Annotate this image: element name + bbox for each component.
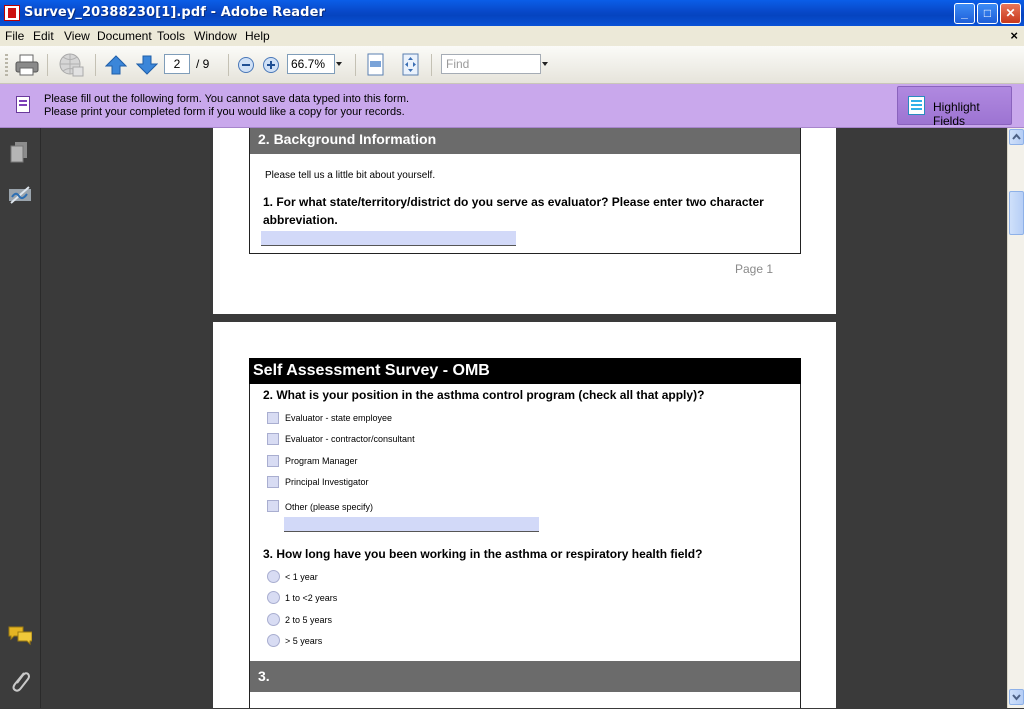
radio-less-than-1-year[interactable] xyxy=(267,570,280,583)
chevron-down-icon[interactable] xyxy=(542,62,548,66)
page-number-label: Page 1 xyxy=(735,262,774,276)
form-notice-bar xyxy=(0,84,1024,128)
highlight-fields-button[interactable] xyxy=(897,86,1012,128)
window-title: Survey_20388230[1].pdf - Adobe Reader xyxy=(24,5,326,20)
question-3: 3. How long have you been working in the asthma or respiratory health field? xyxy=(263,547,703,561)
document-viewport[interactable] xyxy=(41,128,1007,708)
option-other: Other (please specify) xyxy=(285,502,374,512)
checkbox-evaluator-contractor[interactable] xyxy=(267,433,279,445)
scroll-down-button[interactable] xyxy=(1009,689,1024,705)
close-document-button[interactable]: × xyxy=(1010,28,1018,43)
checkbox-other[interactable] xyxy=(267,500,279,512)
chevron-up-icon xyxy=(1010,130,1023,144)
comments-icon[interactable] xyxy=(8,625,32,649)
page-total: / 9 xyxy=(196,57,210,71)
question-1-line-2: abbreviation. xyxy=(263,213,338,227)
pdf-page-1 xyxy=(213,128,836,314)
pdf-page-2 xyxy=(213,322,836,708)
signature-icon[interactable] xyxy=(8,184,32,208)
notice-line-2: Please print your completed form if you would like a copy for your records. xyxy=(44,106,405,118)
option-principal-investigator: Principal Investigator xyxy=(285,477,369,487)
zoom-in-icon[interactable] xyxy=(262,56,280,74)
toolbar-grip[interactable] xyxy=(5,54,8,76)
survey-header: Self Assessment Survey - OMB xyxy=(249,358,801,384)
title-bar xyxy=(0,0,1024,26)
option-more-than-5-years: > 5 years xyxy=(285,636,323,646)
chevron-down-icon[interactable] xyxy=(336,62,342,66)
notice-line-1: Please fill out the following form. You cannot save data typed into this form. xyxy=(44,93,410,105)
menu-view[interactable]: View xyxy=(64,29,90,43)
option-less-than-1-year: < 1 year xyxy=(285,572,318,582)
toolbar xyxy=(0,46,1024,84)
menu-tools[interactable]: Tools xyxy=(157,29,186,43)
fit-width-icon[interactable] xyxy=(366,53,386,77)
vertical-scrollbar[interactable] xyxy=(1007,128,1024,708)
option-1-to-2-years: 1 to <2 years xyxy=(285,593,338,603)
toolbar-separator xyxy=(95,54,96,76)
printer-icon[interactable] xyxy=(14,53,40,77)
menu-document[interactable]: Document xyxy=(97,29,152,43)
toolbar-separator xyxy=(228,54,229,76)
close-button[interactable]: ✕ xyxy=(1000,3,1021,24)
highlight-fields-icon xyxy=(908,96,925,115)
section-title-3: 3. xyxy=(250,661,800,692)
checkbox-evaluator-state[interactable] xyxy=(267,412,279,424)
find-input[interactable]: Find xyxy=(441,54,541,74)
arrow-up-icon[interactable] xyxy=(105,54,127,76)
survey-frame xyxy=(249,358,801,708)
section-title-background-information: 2. Background Information xyxy=(250,128,800,154)
chevron-down-icon xyxy=(1010,690,1023,704)
scroll-up-button[interactable] xyxy=(1009,129,1024,145)
menu-bar xyxy=(0,26,1024,46)
navigation-panel xyxy=(0,128,41,708)
question-1-line-1: 1. For what state/territory/district do you serve as evaluator? Please enter two character xyxy=(263,195,764,209)
menu-edit[interactable]: Edit xyxy=(33,29,54,43)
option-2-to-5-years: 2 to 5 years xyxy=(285,615,333,625)
checkbox-program-manager[interactable] xyxy=(267,455,279,467)
intro-text: Please tell us a little bit about yourself. xyxy=(265,170,436,181)
question-2: 2. What is your position in the asthma control program (check all that apply)? xyxy=(263,388,705,402)
pages-icon[interactable] xyxy=(8,140,32,164)
fit-page-icon[interactable] xyxy=(401,53,421,77)
toolbar-separator xyxy=(431,54,432,76)
other-specify-field[interactable] xyxy=(284,517,539,532)
menu-help[interactable]: Help xyxy=(245,29,270,43)
radio-more-than-5-years[interactable] xyxy=(267,634,280,647)
radio-1-to-2-years[interactable] xyxy=(267,591,280,604)
state-abbreviation-field[interactable] xyxy=(261,231,516,246)
maximize-button[interactable]: □ xyxy=(977,3,998,24)
option-evaluator-state: Evaluator - state employee xyxy=(285,413,393,423)
radio-2-to-5-years[interactable] xyxy=(267,613,280,626)
checkbox-principal-investigator[interactable] xyxy=(267,476,279,488)
scroll-thumb[interactable] xyxy=(1009,191,1024,235)
globe-icon[interactable] xyxy=(57,52,85,78)
arrow-down-icon[interactable] xyxy=(136,54,158,76)
option-evaluator-contractor: Evaluator - contractor/consultant xyxy=(285,434,415,444)
minimize-button[interactable]: _ xyxy=(954,3,975,24)
toolbar-separator xyxy=(47,54,48,76)
pdf-icon xyxy=(4,5,20,21)
page-number-input[interactable]: 2 xyxy=(164,54,190,74)
menu-window[interactable]: Window xyxy=(194,29,237,43)
option-program-manager: Program Manager xyxy=(285,456,358,466)
toolbar-separator xyxy=(355,54,356,76)
paperclip-icon[interactable] xyxy=(8,668,32,692)
form-icon xyxy=(16,96,30,113)
form-notice-message xyxy=(44,93,409,119)
highlight-fields-label: Highlight Fields xyxy=(933,100,980,128)
zoom-out-icon[interactable] xyxy=(237,56,255,74)
zoom-level-input[interactable]: 66.7% xyxy=(287,54,335,74)
menu-file[interactable]: File xyxy=(5,29,25,43)
